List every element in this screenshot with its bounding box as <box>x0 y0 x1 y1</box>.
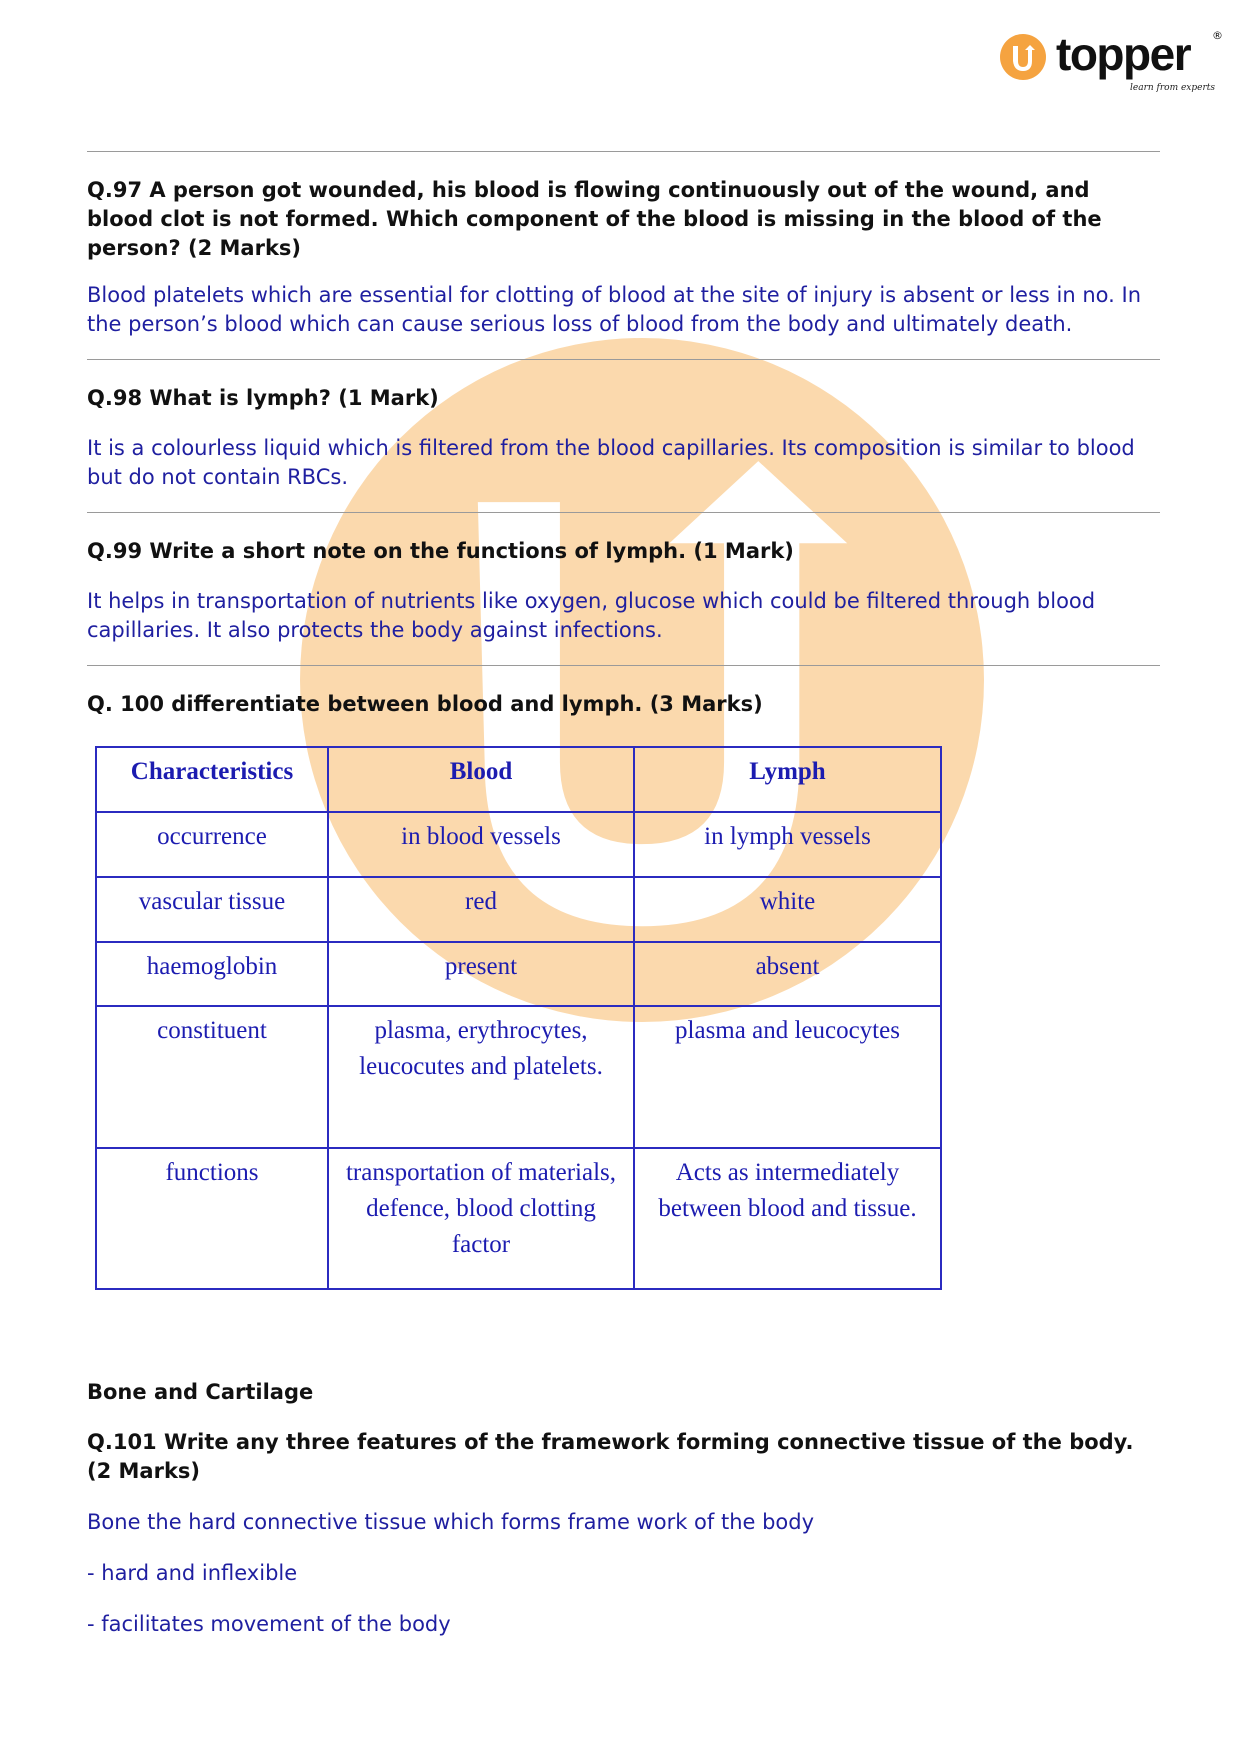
question-98: Q.98 What is lymph? (1 Mark) <box>87 386 439 410</box>
cell: transportation of materials, defence, blood clotting factor <box>328 1148 634 1289</box>
answer-98: It is a colourless liquid which is filtered from the blood capillaries. Its composition is similar to blood but do not contain RBCs. <box>87 436 1135 489</box>
cell: plasma, erythrocytes, leucocutes and platelets. <box>328 1006 634 1148</box>
logo-wordmark: topper <box>1056 28 1191 80</box>
cell: red <box>328 877 634 942</box>
cell: occurrence <box>96 812 328 877</box>
header-lymph: Lymph <box>634 747 941 812</box>
answer-99: It helps in transportation of nutrients like oxygen, glucose which could be filtered through blood capillaries. It also protects the body against infections. <box>87 589 1096 642</box>
question-99: Q.99 Write a short note on the functions of lymph. (1 Mark) <box>87 539 794 563</box>
content-column <box>87 151 1162 1639</box>
answer-97: Blood platelets which are essential for clotting of blood at the site of injury is absent or less in no. In the person’s blood which can cause serious loss of blood from the body and ultimately death. <box>87 283 1141 336</box>
registered-mark: ® <box>1212 29 1223 42</box>
table-row <box>96 812 941 877</box>
divider <box>87 151 1160 152</box>
cell: white <box>634 877 941 942</box>
logo-tagline: learn from experts <box>1130 83 1216 93</box>
answer-101: Bone the hard connective tissue which forms frame work of the body <box>87 1510 815 1534</box>
question-97: Q.97 A person got wounded, his blood is flowing continuously out of the wound, and blood clot is not formed. Which component of the blood is missing in the blood of the person? (2 Marks) <box>87 178 1102 260</box>
cell: haemoglobin <box>96 942 328 1006</box>
header-blood: Blood <box>328 747 634 812</box>
divider <box>87 359 1160 360</box>
cell: vascular tissue <box>96 877 328 942</box>
answer-101-point: - facilitates movement of the body <box>87 1612 451 1636</box>
header-characteristics: Characteristics <box>96 747 328 812</box>
cell: plasma and leucocytes <box>634 1006 941 1148</box>
topper-logo-icon <box>1000 34 1046 80</box>
question-101: Q.101 Write any three features of the framework forming connective tissue of the body. (2 Marks) <box>87 1430 1134 1483</box>
table-header-row <box>96 747 941 812</box>
divider <box>87 512 1160 513</box>
cell: present <box>328 942 634 1006</box>
question-100: Q. 100 differentiate between blood and lymph. (3 Marks) <box>87 692 763 716</box>
cell: in lymph vessels <box>634 812 941 877</box>
table-row <box>96 1148 941 1289</box>
cell: functions <box>96 1148 328 1289</box>
topper-logo <box>1000 30 1230 100</box>
table-row <box>96 942 941 1006</box>
answer-101-point: - hard and inflexible <box>87 1561 298 1585</box>
cell: constituent <box>96 1006 328 1148</box>
cell: in blood vessels <box>328 812 634 877</box>
table-row <box>96 1006 941 1148</box>
blood-lymph-table <box>95 746 942 1290</box>
cell: Acts as intermediately between blood and tissue. <box>634 1148 941 1289</box>
section-heading: Bone and Cartilage <box>87 1380 314 1404</box>
divider <box>87 665 1160 666</box>
cell: absent <box>634 942 941 1006</box>
table-row <box>96 877 941 942</box>
